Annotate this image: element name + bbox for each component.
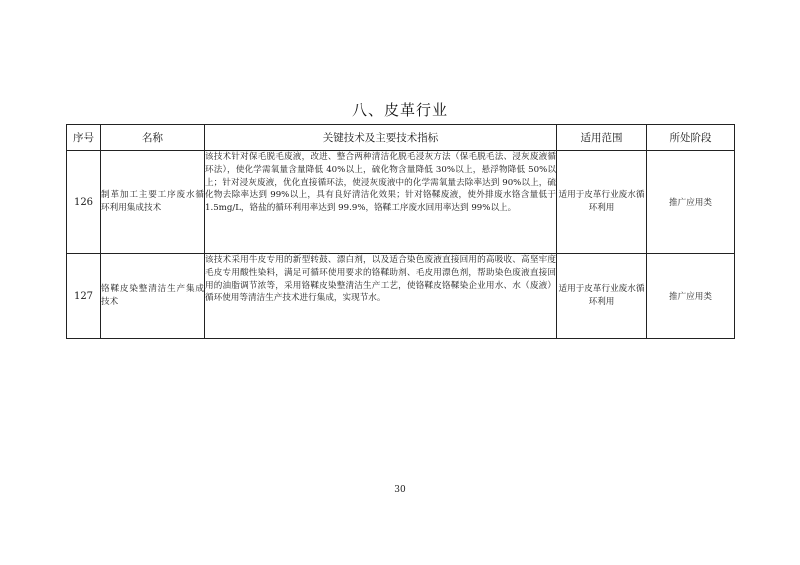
header-no: 序号 <box>67 125 101 151</box>
table-header-row <box>67 125 735 151</box>
row-number: 127 <box>67 254 101 339</box>
table-row <box>67 254 735 339</box>
header-name: 名称 <box>101 125 205 151</box>
header-tech: 关键技术及主要技术指标 <box>205 125 557 151</box>
row-number: 126 <box>67 151 101 254</box>
page-title: 八、皮革行业 <box>351 101 448 119</box>
table-row <box>67 151 735 254</box>
row-scope: 适用于皮革行业废水循环利用 <box>557 151 647 254</box>
page-number: 30 <box>394 485 406 495</box>
row-name: 铬鞣皮染整清洁生产集成技术 <box>101 254 205 339</box>
row-tech: 该技术针对保毛脱毛废液，改进、整合两种清洁化脱毛浸灰方法（保毛脱毛法、浸灰废液循环法），使化学需氧量含量降低 40%以上，硫化物含量降低 30%以上，悬浮物降低 50%以上；针对浸灰废液，优化直接循环法，使浸灰废液中的化学需氧量去除率达到 90%以上，硫化物去除率达到 99%以上，具有良好清洁化效果；针对铬鞣废液，使外排废水铬含量低于 1.5mg/L，铬盐的循环利用率达到 99.9%，铬鞣工序废水回用率达到 99%以上。 <box>205 151 557 254</box>
header-scope: 适用范围 <box>557 125 647 151</box>
row-name: 制革加工主要工序废水循环利用集成技术 <box>101 151 205 254</box>
row-stage: 推广应用类 <box>647 254 735 339</box>
header-stage: 所处阶段 <box>647 125 735 151</box>
row-stage: 推广应用类 <box>647 151 735 254</box>
technology-table <box>66 124 735 339</box>
row-scope: 适用于皮革行业废水循环利用 <box>557 254 647 339</box>
row-tech: 该技术采用牛皮专用的新型转鼓、漂白剂，以及适合染色废液直接回用的高吸收、高坚牢度毛皮专用酸性染料，满足可循环使用要求的铬鞣助剂、毛皮用漂色剂，帮助染色废液直接回用的油脂调节浓等，采用铬鞣皮染整清洁生产工艺，使铬鞣皮铬鞣染企业用水、水（废液）循环使用等清洁生产技术进行集成，实现节水。 <box>205 254 557 339</box>
